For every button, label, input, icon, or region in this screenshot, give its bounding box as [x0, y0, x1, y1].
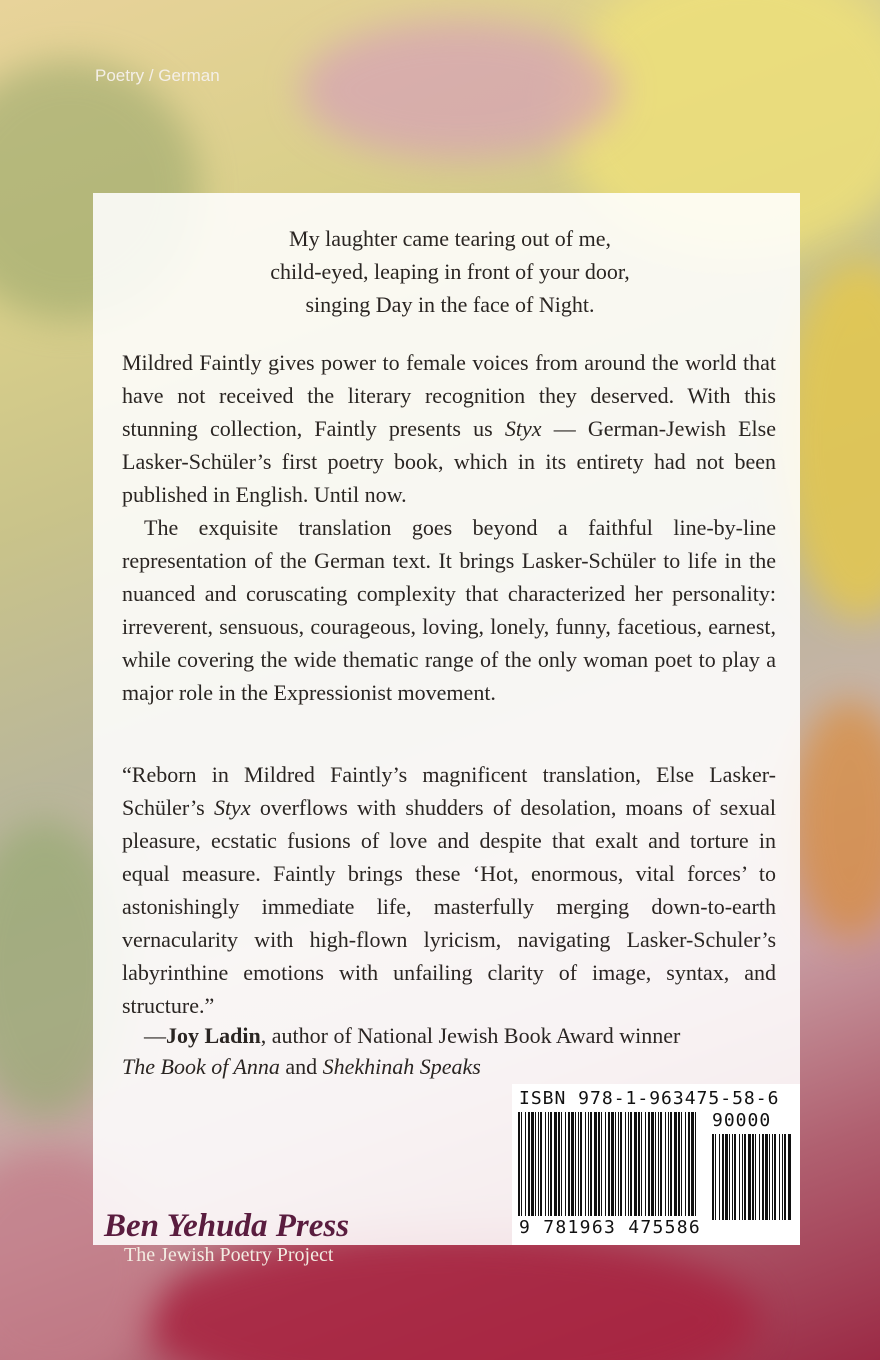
paint-swatch	[300, 20, 620, 160]
poem-excerpt	[120, 222, 780, 321]
barcode-bar	[788, 1134, 791, 1220]
barcode-bar	[681, 1112, 682, 1216]
barcode-bar	[585, 1112, 586, 1216]
barcode-bar	[769, 1134, 770, 1220]
em-dash: —	[144, 1023, 166, 1048]
barcode-bar	[588, 1112, 589, 1216]
barcode-bar	[715, 1134, 716, 1220]
barcode-bar	[568, 1112, 570, 1216]
category-label: Poetry / German	[95, 66, 220, 85]
barcode-bar	[625, 1112, 626, 1216]
paint-swatch	[790, 700, 880, 940]
barcode-bar	[668, 1112, 669, 1216]
barcode-bar	[774, 1134, 776, 1220]
barcode-bar	[578, 1112, 579, 1216]
barcode-bar	[641, 1112, 642, 1216]
quote-text: “Reborn in Mildred Faintly’s magnificent translation, Else Lasker-Schüler’s	[122, 762, 776, 820]
barcode-bar	[655, 1112, 656, 1216]
barcode-bar	[744, 1134, 746, 1220]
barcode-bar	[660, 1112, 662, 1216]
barcode-bar	[525, 1112, 526, 1216]
barcode-bar	[535, 1112, 536, 1216]
barcode-bar	[734, 1134, 736, 1220]
barcode-bar	[779, 1134, 780, 1220]
barcode-bar	[550, 1112, 552, 1216]
description-text: Mildred Faintly gives power to female voices from around the world that have not received the literary recognition they deserved. With this stunning collection, Faintly presents us	[122, 350, 776, 441]
poem-line: singing Day in the face of Night.	[305, 292, 595, 317]
barcode-bar	[605, 1112, 606, 1216]
barcode-bar	[620, 1112, 622, 1216]
barcode-bar	[674, 1112, 677, 1216]
attribution-line	[122, 1020, 782, 1051]
barcode-bar	[630, 1112, 632, 1216]
barcode-bar	[521, 1112, 522, 1216]
barcode-bar	[565, 1112, 566, 1216]
barcode-bar	[575, 1112, 576, 1216]
book-title: Shekhinah Speaks	[322, 1054, 481, 1079]
price-code-label: 90000	[712, 1110, 772, 1131]
barcode-bar	[594, 1112, 597, 1216]
barcode-bar	[688, 1112, 690, 1216]
book-title: The Book of Anna	[122, 1054, 280, 1079]
barcode-bar	[748, 1134, 751, 1220]
quote-paragraph	[122, 758, 776, 1022]
barcode-bar	[558, 1112, 560, 1216]
barcode-bar	[561, 1112, 562, 1216]
barcode-bar	[628, 1112, 629, 1216]
barcode-bar	[608, 1112, 610, 1216]
barcode-bar	[645, 1112, 646, 1216]
barcode-bar	[648, 1112, 650, 1216]
barcode-bar	[548, 1112, 549, 1216]
barcode-bar	[651, 1112, 654, 1216]
publisher-logo: Ben Yehuda Press	[104, 1208, 350, 1244]
barcode-bar	[719, 1134, 720, 1220]
barcode-bar	[528, 1112, 530, 1216]
barcode-bar	[712, 1134, 714, 1220]
barcode-bar	[755, 1134, 756, 1220]
barcode-bar	[538, 1112, 539, 1216]
barcode-bar	[695, 1112, 696, 1216]
barcode-bar	[590, 1112, 592, 1216]
poem-line: My laughter came tearing out of me,	[289, 226, 611, 251]
barcode-bar	[638, 1112, 640, 1216]
quote-attribution	[122, 1020, 782, 1082]
barcode-bar	[691, 1112, 694, 1216]
description-paragraph: The exquisite translation goes beyond a faithful line-by-line representation of the German text. It brings Lasker-Schüler to life in the nuanced and coruscating complexity that characterized her personality: irreverent, sensuous, courageous, loving, lonely, funny, facetious, earnest, while covering the wide thematic range of the only woman poet to play a major role in the Expressionist movement.	[122, 515, 776, 705]
barcode-bar	[615, 1112, 616, 1216]
review-quote	[122, 758, 776, 1022]
barcode-bar	[665, 1112, 666, 1216]
barcode-bar	[658, 1112, 659, 1216]
barcode-bar	[531, 1112, 534, 1216]
ean-barcode	[518, 1112, 698, 1216]
barcode-bar	[580, 1112, 582, 1216]
barcode-bar	[752, 1134, 754, 1220]
barcode-bar	[571, 1112, 574, 1216]
quote-text: overflows with shudders of desolation, moans of sexual pleasure, ecstatic fusions of love and despite that exalt and torture in equal measure. Faintly brings these ‘Hot, enormous, vital forces’ to astonishingly immediate life, masterfully merging down-to-earth vernacularity with high-flown lyricism, navigating Lasker-Schuler’s labyrinthine emotions with unfailing clarity of image, syntax, and structure.”	[122, 795, 776, 1018]
imprint-label: The Jewish Poetry Project	[124, 1244, 334, 1266]
book-title: Styx	[504, 416, 542, 441]
isbn-label: ISBN 978-1-963475-58-6	[519, 1088, 780, 1109]
barcode-bar	[782, 1134, 783, 1220]
barcode-bar	[554, 1112, 557, 1216]
description-text: — German-Jewish Else Lasker-Schüler’s first poetry book, which in its entirety had not been published in English. Until now.	[122, 416, 776, 507]
barcode-bar	[670, 1112, 672, 1216]
barcode-bar	[739, 1134, 740, 1220]
book-description	[122, 346, 776, 709]
barcode-bar	[598, 1112, 600, 1216]
barcode-bar	[611, 1112, 614, 1216]
barcode-bar	[678, 1112, 680, 1216]
barcode-bar	[518, 1112, 520, 1216]
conjunction: and	[279, 1054, 323, 1079]
barcode-bar	[729, 1134, 730, 1220]
barcode-bar	[618, 1112, 619, 1216]
barcode-bar	[784, 1134, 786, 1220]
book-title: Styx	[213, 795, 251, 820]
barcode-bar	[601, 1112, 602, 1216]
barcode-bar	[762, 1134, 764, 1220]
barcode-bar	[725, 1134, 728, 1220]
ean-digits-label: 9 781963 475586	[519, 1217, 702, 1238]
barcode-bar	[545, 1112, 546, 1216]
poem-line: child-eyed, leaping in front of your door,	[270, 259, 630, 284]
reviewer-name: Joy Ladin	[166, 1023, 261, 1048]
barcode-bar	[722, 1134, 724, 1220]
reviewer-credentials: , author of National Jewish Book Award winner	[260, 1023, 681, 1048]
addon-barcode	[712, 1134, 792, 1220]
description-paragraph	[122, 346, 776, 511]
barcode-bar	[634, 1112, 637, 1216]
barcode-bar	[540, 1112, 542, 1216]
barcode-bar	[765, 1134, 768, 1220]
barcode-bar	[772, 1134, 773, 1220]
barcode-bar	[759, 1134, 760, 1220]
barcode-bar	[685, 1112, 686, 1216]
barcode-bar	[742, 1134, 743, 1220]
barcode-bar	[732, 1134, 733, 1220]
attribution-line	[122, 1051, 782, 1082]
